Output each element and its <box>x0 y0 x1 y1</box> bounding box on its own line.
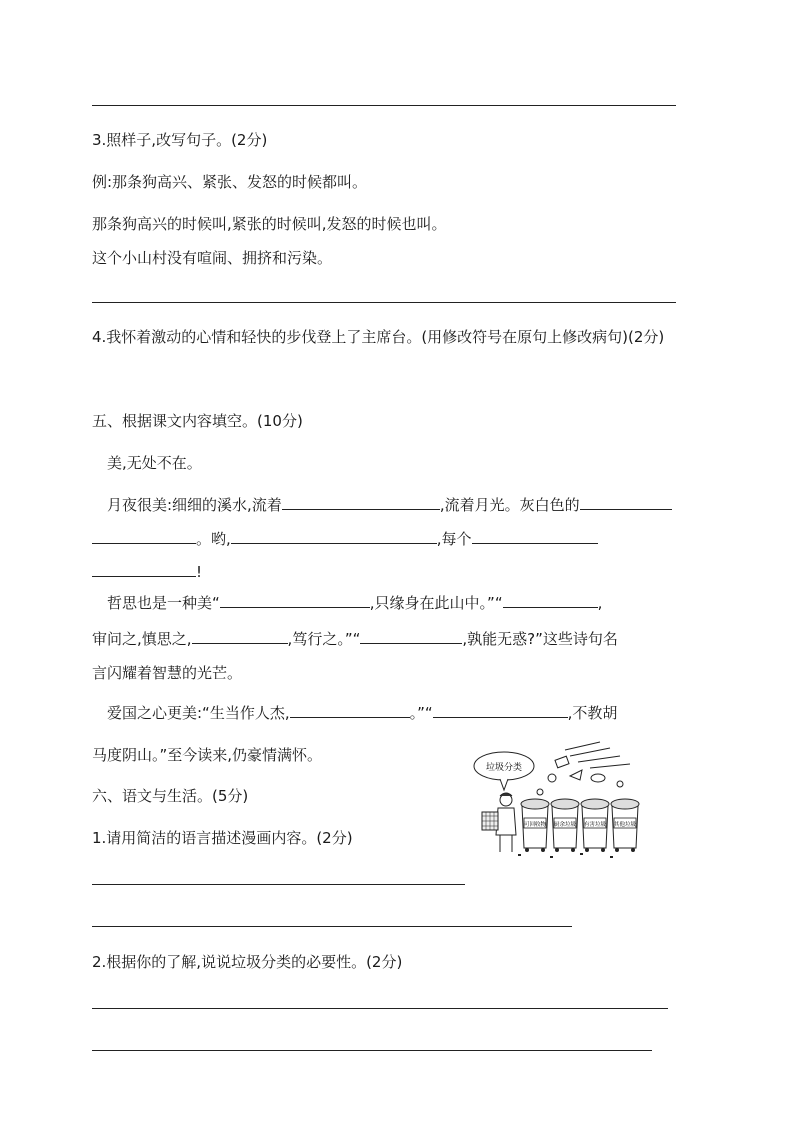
bin-1 <box>521 799 549 852</box>
text-segment: ,孰能无惑?”这些诗句名 <box>462 630 618 648</box>
text-segment: ,笃行之。”“ <box>287 630 361 648</box>
fill-blank[interactable] <box>92 562 196 577</box>
sec5-paragraph-3-line-1 <box>107 703 617 723</box>
answer-line[interactable] <box>92 302 676 303</box>
answer-line[interactable] <box>92 926 572 927</box>
person-figure <box>482 793 516 852</box>
text-segment: 审问之,慎思之, <box>92 630 192 648</box>
text-segment: , <box>597 594 603 612</box>
q3-task: 这个小山村没有喧闹、拥挤和污染。 <box>92 249 333 267</box>
text-segment: ,不教胡 <box>567 704 618 722</box>
text-segment: 月夜很美:细细的溪水,流着 <box>107 496 282 514</box>
fill-blank[interactable] <box>92 529 196 544</box>
text-segment: 。”“ <box>409 704 433 722</box>
sec6-title: 六、语文与生活。(5分) <box>92 787 249 805</box>
sec5-paragraph-1-line-2 <box>92 529 598 549</box>
sec5-paragraph-3-line-2: 马度阴山。”至今读来,仍豪情满怀。 <box>92 746 323 764</box>
bin-label: 可回收物 <box>523 822 547 828</box>
fill-blank[interactable] <box>282 495 440 510</box>
fill-blank[interactable] <box>503 593 598 608</box>
fill-blank[interactable] <box>220 593 370 608</box>
sec5-paragraph-2-line-1 <box>107 593 602 613</box>
flying-trash <box>537 742 630 795</box>
sec5-paragraph-2-line-3: 言闪耀着智慧的光芒。 <box>92 664 243 682</box>
q4-title: 4.我怀着激动的心情和轻快的步伐登上了主席台。(用修改符号在原句上修改病句)(2分) <box>92 328 665 346</box>
text-segment: ,每个 <box>436 530 472 548</box>
answer-line[interactable] <box>92 1008 668 1009</box>
fill-blank[interactable] <box>433 703 568 718</box>
sec5-title: 五、根据课文内容填空。(10分) <box>92 412 303 430</box>
sec5-paragraph-1-line-3 <box>92 562 202 582</box>
answer-line[interactable] <box>92 884 465 885</box>
bin-label: 其他垃圾 <box>613 822 637 828</box>
answer-line[interactable] <box>92 1050 652 1051</box>
bin-4 <box>611 799 639 852</box>
q3-example: 例:那条狗高兴、紧张、发怒的时候都叫。 <box>92 173 368 191</box>
text-segment: 哲思也是一种美“ <box>107 594 220 612</box>
fill-blank[interactable] <box>580 495 672 510</box>
speech-bubble <box>474 752 534 790</box>
sec5-intro: 美,无处不在。 <box>107 454 202 472</box>
fill-blank[interactable] <box>231 529 437 544</box>
q3-title: 3.照样子,改写句子。(2分) <box>92 131 268 149</box>
text-segment: 。哟, <box>196 530 231 548</box>
bin-2 <box>551 799 579 852</box>
sec6-q2: 2.根据你的了解,说说垃圾分类的必要性。(2分) <box>92 953 403 971</box>
text-segment: 爱国之心更美:“生当作人杰, <box>107 704 290 722</box>
bin-label: 有害垃圾 <box>583 822 607 828</box>
bin-label: 厨余垃圾 <box>553 822 577 828</box>
sec5-paragraph-1-line-1 <box>107 495 672 515</box>
text-segment: ,只缘身在此山中。”“ <box>369 594 503 612</box>
ground-debris <box>518 853 613 858</box>
fill-blank[interactable] <box>290 703 410 718</box>
garbage-sorting-cartoon <box>470 740 650 860</box>
sec5-paragraph-2-line-2 <box>92 629 618 649</box>
answer-line[interactable] <box>92 105 676 106</box>
sec6-q1: 1.请用简洁的语言描述漫画内容。(2分) <box>92 829 353 847</box>
fill-blank[interactable] <box>360 629 462 644</box>
bubble-label: 垃圾分类 <box>485 763 523 773</box>
text-segment: ,流着月光。灰白色的 <box>439 496 580 514</box>
text-segment: ! <box>196 563 203 581</box>
bin-3 <box>581 799 609 852</box>
q3-example-answer: 那条狗高兴的时候叫,紧张的时候叫,发怒的时候也叫。 <box>92 215 447 233</box>
fill-blank[interactable] <box>192 629 288 644</box>
fill-blank[interactable] <box>472 529 598 544</box>
